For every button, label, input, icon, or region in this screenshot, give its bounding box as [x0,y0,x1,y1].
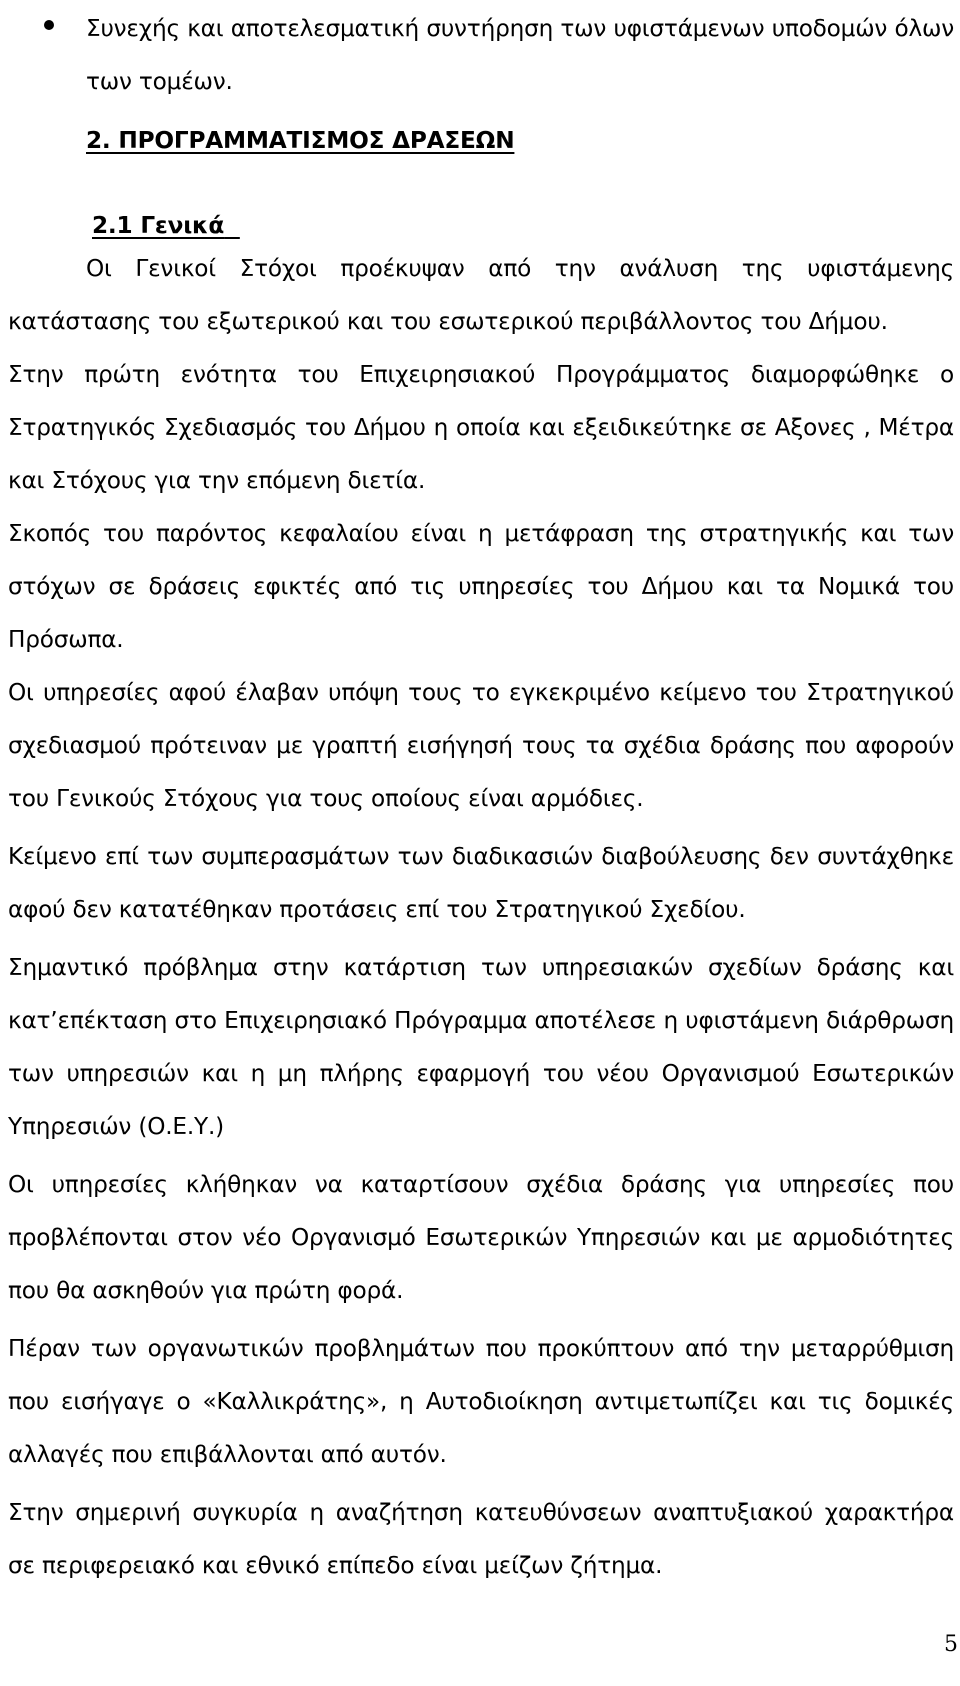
section-heading: 2. ΠΡΟΓΡΑΜΜΑΤΙΣΜΟΣ ΔΡΑΣΕΩΝ [86,127,515,154]
paragraph-1: Οι Γενικοί Στόχοι προέκυψαν από την ανάλυση της υφιστάμενης κατάστασης του εξωτερικού και του εσωτερικού περιβάλλοντος του Δήμου. [8,255,954,335]
bullet-dot-icon [44,20,54,30]
paragraph-3: Σκοπός του παρόντος κεφαλαίου είναι η μετάφραση της στρατηγικής και των στόχων σε δράσεις εφικτές από τις υπηρεσίες του Δήμου και τα Νομικά του Πρόσωπα. [8,520,954,653]
paragraph-2: Στην πρώτη ενότητα του Επιχειρησιακού Προγράμματος διαμορφώθηκε ο Στρατηγικός Σχεδιασμός του Δήμου η οποία και εξειδικεύτηκε σε Αξονες , Μέτρα και Στόχους για την επόμενη διετία. [8,361,954,494]
bullet-list-item [8,2,954,108]
heading-underline-tail [224,212,240,239]
page-number: 5 [944,1632,958,1657]
paragraph-9: Στην σημερινή συγκυρία η αναζήτηση κατευθύνσεων αναπτυξιακού χαρακτήρα σε περιφερειακό και εθνικό επίπεδο είναι μείζων ζήτημα. [8,1499,954,1579]
paragraph-7: Οι υπηρεσίες κλήθηκαν να καταρτίσουν σχέδια δράσης για υπηρεσίες που προβλέπονται στον νέο Οργανισμό Εσωτερικών Υπηρεσιών και με αρμοδιότητες που θα ασκηθούν για πρώτη φορά. [8,1171,954,1304]
paragraph-8: Πέραν των οργανωτικών προβλημάτων που προκύπτουν από την μεταρρύθμιση που εισήγαγε ο «Καλλικράτης», η Αυτοδιοίκηση αντιμετωπίζει και τις δομικές αλλαγές που επιβάλλονται από αυτόν. [8,1335,954,1468]
paragraph-4: Οι υπηρεσίες αφού έλαβαν υπόψη τους το εγκεκριμένο κείμενο του Στρατηγικού σχεδιασμού πρότειναν με γραπτή εισήγησή τους τα σχέδια δράσης που αφορούν του Γενικούς Στόχους για τους οποίους είναι αρμόδιες. [8,679,954,812]
subsection-heading-text: 2.1 Γενικά [92,212,225,239]
bullet-text: Συνεχής και αποτελεσματική συντήρηση των υφιστάμενων υποδομών όλων των τομέων. [86,15,954,95]
paragraph-6: Σημαντικό πρόβλημα στην κατάρτιση των υπηρεσιακών σχεδίων δράσης και κατ’επέκταση στο Επιχειρησιακό Πρόγραμμα αποτέλεσε η υφιστάμενη διάρθρωση των υπηρεσιών και η μη πλήρης εφαρμογή του νέου Οργανισμού Εσωτερικών Υπηρεσιών (Ο.Ε.Υ.) [8,954,954,1140]
paragraph-5: Κείμενο επί των συμπερασμάτων των διαδικασιών διαβούλευσης δεν συντάχθηκε αφού δεν κατατέθηκαν προτάσεις επί του Στρατηγικού Σχεδίου. [8,843,954,923]
document-page [8,0,954,1592]
